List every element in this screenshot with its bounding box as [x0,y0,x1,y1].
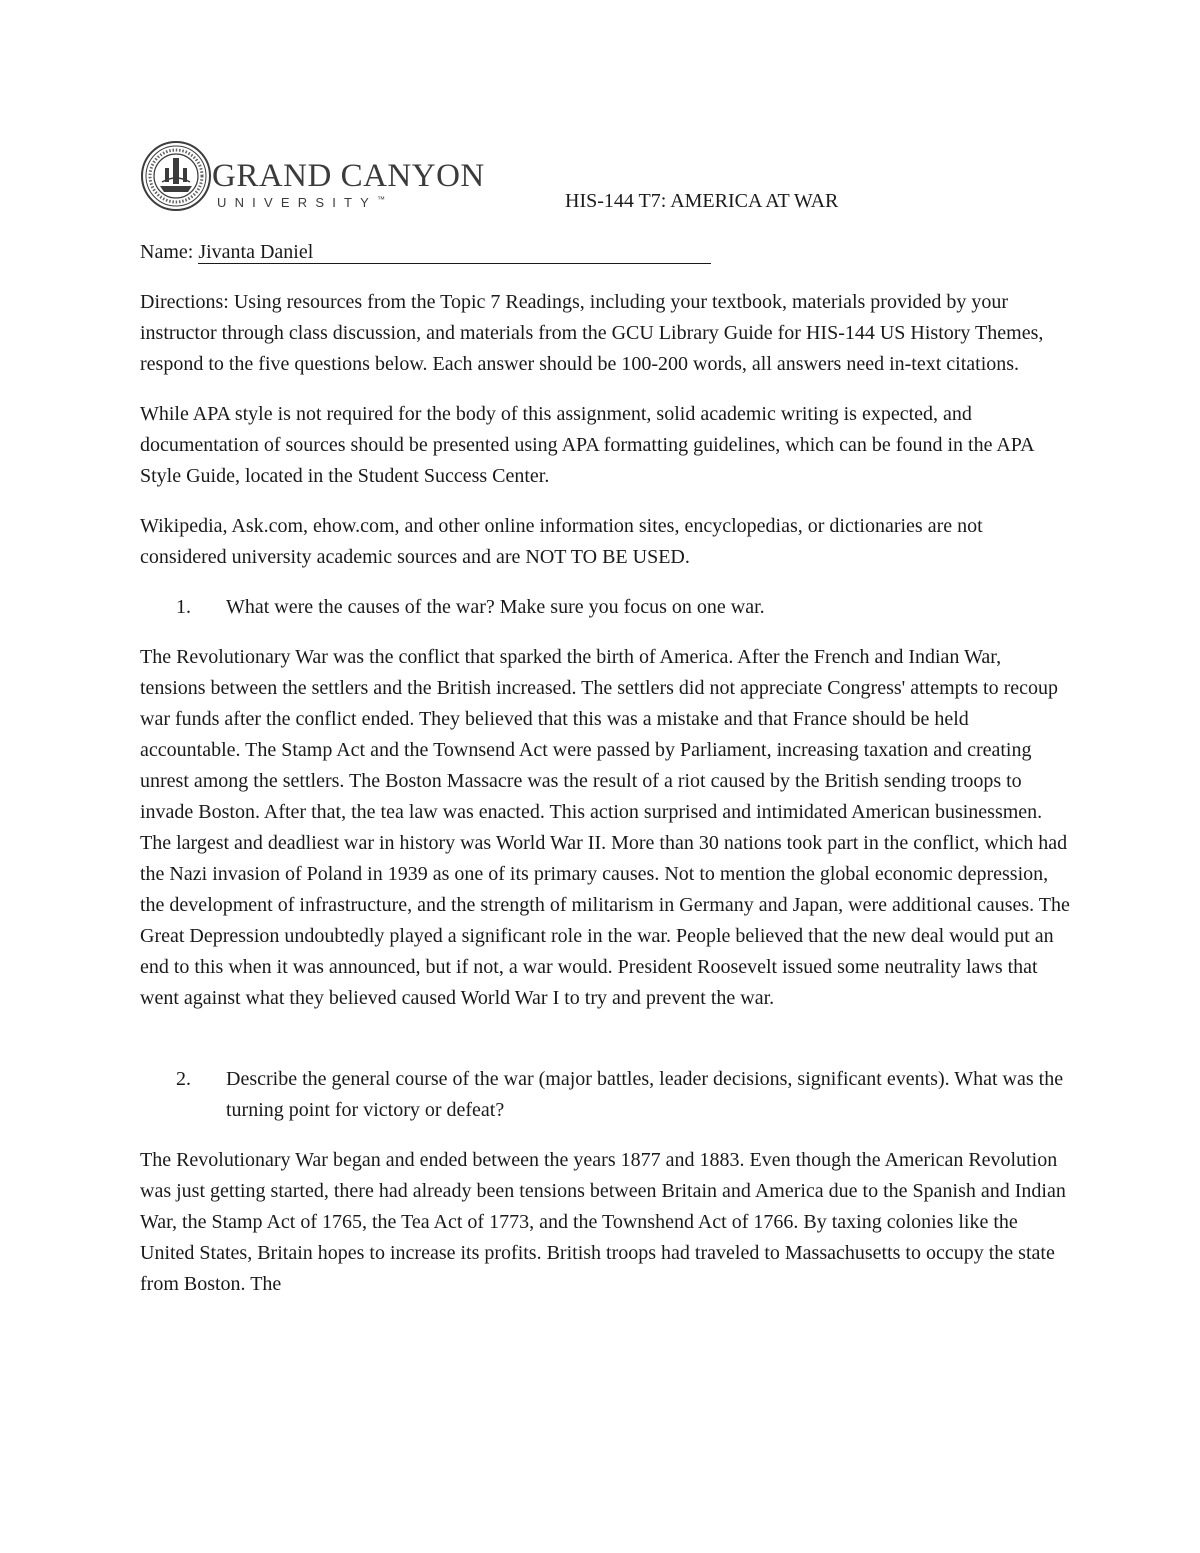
question-text: What were the causes of the war? Make sure you focus on one war. [226,596,765,618]
course-title: HIS-144 T7: AMERICA AT WAR [565,190,839,212]
question-1 [140,592,1070,623]
sources-warning-paragraph: Wikipedia, Ask.com, ehow.com, and other online information sites, encyclopedias, or dictionaries are not considered university academic sources and are NOT TO BE USED. [140,515,983,568]
question-number: 1. [176,596,191,618]
question-2 [140,1064,1070,1126]
directions-paragraph: Directions: Using resources from the Topic 7 Readings, including your textbook, materials provided by your instructor through class discussion, and materials from the GCU Library Guide for HIS-144 US History Themes, respond to the five questions below. Each answer should be 100-200 words, all answers need in-text citations. [140,291,1044,375]
name-value: Jivanta Daniel [198,241,711,264]
name-label: Name: [140,241,199,263]
student-name-line [140,241,711,264]
university-wordmark-sub [217,195,385,210]
wordmark-sub-text: UNIVERSITY [217,195,378,210]
document-header [140,140,1060,220]
question-number: 2. [176,1068,191,1090]
question-text: Describe the general course of the war (major battles, leader decisions, significant events). What was the turning point for victory or defeat? [226,1068,1064,1121]
apa-style-paragraph: While APA style is not required for the body of this assignment, solid academic writing is expected, and documentation of sources should be presented using APA formatting guidelines, which can be found in the APA Style Guide, located in the Student Success Center. [140,403,1034,487]
answer-1: The Revolutionary War was the conflict that sparked the birth of America. After the French and Indian War, tensions between the settlers and the British increased. The settlers did not appreciate Congress' attempts to recoup war funds after the conflict ended. They believed that this was a mistake and that France should be held accountable. The Stamp Act and the Townsend Act were passed by Parliament, increasing taxation and creating unrest among the settlers. The Boston Massacre was the result of a riot caused by the British sending troops to invade Boston. After that, the tea law was enacted. This action surprised and intimidated American businessmen. The largest and deadliest war in history was World War II. More than 30 nations took part in the conflict, which had the Nazi invasion of Poland in 1939 as one of its primary causes. Not to mention the global economic depression, the development of infrastructure, and the strength of militarism in Germany and Japan, were additional causes. The Great Depression undoubtedly played a significant role in the war. People believed that the new deal would put an end to this when it was announced, but if not, a war would. President Roosevelt issued some neutrality laws that went against what they believed caused World War I to try and prevent the war. [140,646,1070,1009]
answer-2: The Revolutionary War began and ended between the years 1877 and 1883. Even though the American Revolution was just getting started, there had already been tensions between Britain and America due to the Spanish and Indian War, the Stamp Act of 1765, the Tea Act of 1773, and the Townshend Act of 1766. By taxing colonies like the United States, Britain hopes to increase its profits. British troops had traveled to Massachusetts to occupy the state from Boston. The [140,1149,1066,1295]
blank-line [140,1033,1070,1064]
document-body [140,287,1070,1319]
university-wordmark: GRAND CANYON [212,158,485,194]
university-seal-icon [140,140,212,212]
trademark-mark: ™ [377,195,386,204]
